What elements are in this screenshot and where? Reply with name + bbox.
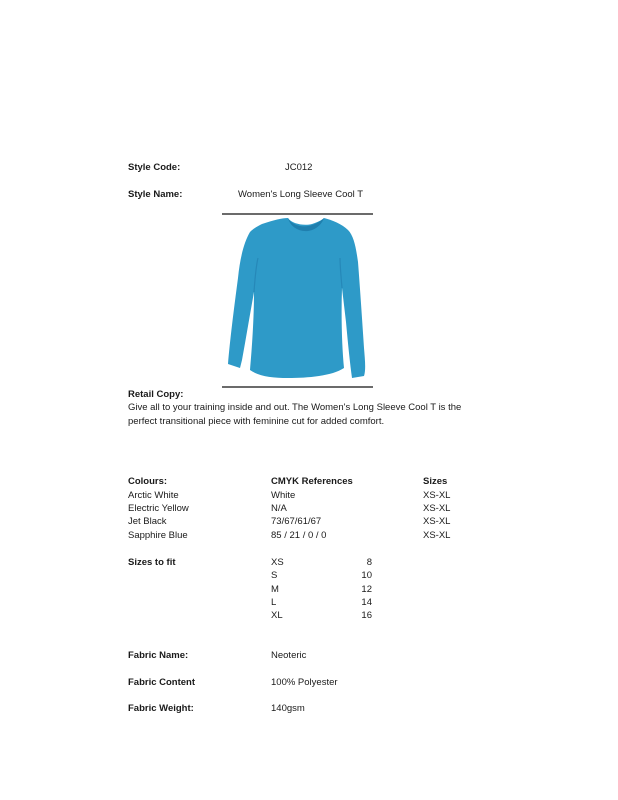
style-name-value: Women's Long Sleeve Cool T: [238, 189, 364, 200]
image-bottom-divider: [222, 386, 373, 388]
colour-name: Jet Black: [128, 516, 167, 527]
fabric-name-value: Neoteric: [271, 650, 307, 661]
style-code-label: Style Code:: [128, 162, 181, 173]
fit-uk-size: 8: [366, 557, 372, 568]
sizes-to-fit-label: Sizes to fit: [128, 557, 176, 568]
colour-cmyk: 85 / 21 / 0 / 0: [271, 530, 327, 541]
image-top-divider: [222, 213, 373, 215]
colour-cmyk: N/A: [271, 503, 287, 514]
fit-uk-size: 16: [361, 610, 372, 621]
colour-sizes: XS-XL: [423, 490, 451, 501]
fabric-weight-label: Fabric Weight:: [128, 703, 194, 714]
fabric-weight-value: 140gsm: [271, 703, 305, 714]
shirt-body: [228, 218, 365, 378]
fit-size: S: [271, 570, 278, 581]
retail-copy-text: Give all to your training inside and out. The Women's Long Sleeve Cool T is the perfect transitional piece with feminine cut for added comfort.: [128, 402, 462, 427]
fabric-name-label: Fabric Name:: [128, 650, 189, 661]
colour-cmyk: White: [271, 490, 296, 501]
fit-size: L: [271, 597, 277, 608]
colour-name: Arctic White: [128, 490, 179, 501]
sizes-header: Sizes: [423, 476, 448, 487]
fit-uk-size: 10: [361, 570, 372, 581]
colour-name: Sapphire Blue: [128, 530, 188, 541]
colours-header: Colours:: [128, 476, 168, 487]
fit-size: XL: [271, 610, 283, 621]
fit-size: XS: [271, 557, 284, 568]
colour-cmyk: 73/67/61/67: [271, 516, 322, 527]
fabric-content-label: Fabric Content: [128, 677, 196, 688]
retail-copy-label: Retail Copy:: [128, 389, 184, 400]
fit-uk-size: 14: [361, 597, 372, 608]
colour-sizes: XS-XL: [423, 503, 451, 514]
colour-name: Electric Yellow: [128, 503, 189, 514]
style-code-value: JC012: [285, 162, 313, 173]
colour-sizes: XS-XL: [423, 516, 451, 527]
colour-sizes: XS-XL: [423, 530, 451, 541]
fabric-content-value: 100% Polyester: [271, 677, 338, 688]
fit-size: M: [271, 584, 279, 595]
long-sleeve-tshirt-icon: [228, 218, 368, 382]
fit-uk-size: 12: [361, 584, 372, 595]
style-name-label: Style Name:: [128, 189, 183, 200]
cmyk-header: CMYK References: [271, 476, 353, 487]
